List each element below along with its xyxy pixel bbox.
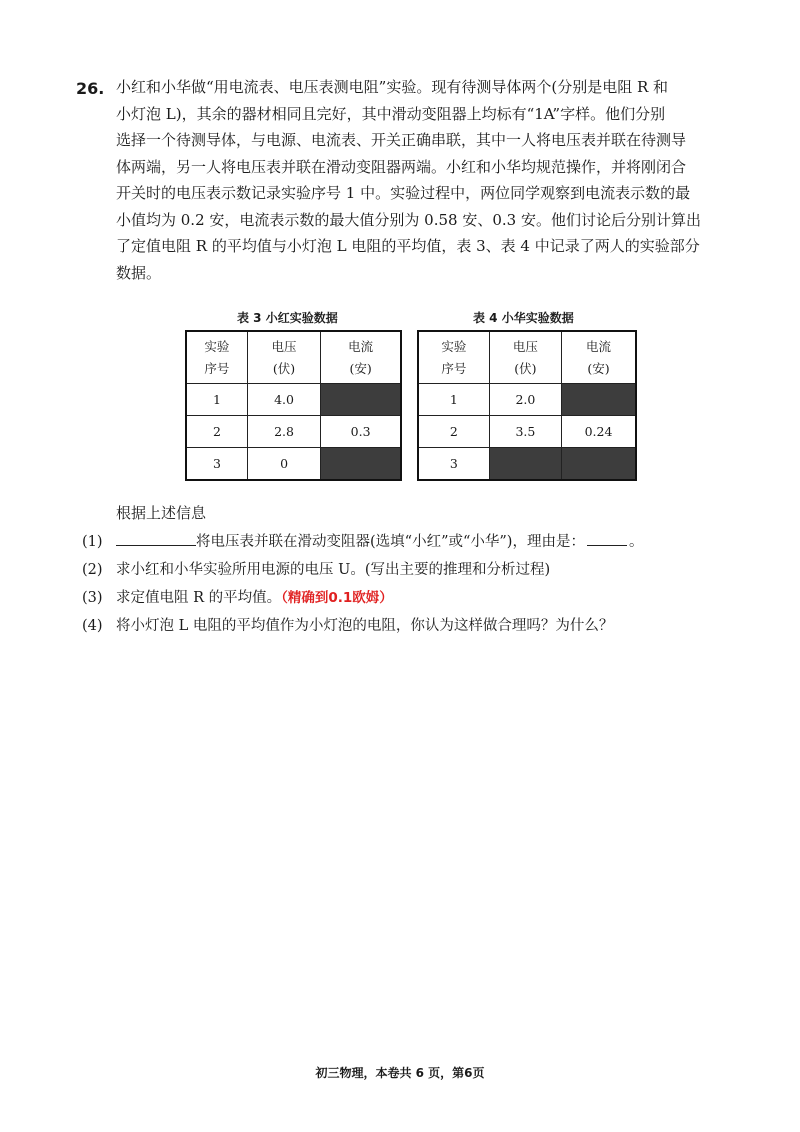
shaded-cell xyxy=(489,448,561,481)
answer-blank[interactable] xyxy=(116,533,196,546)
table-row xyxy=(418,448,636,481)
subquestion-number: (3) xyxy=(82,590,103,606)
question-line: 小值均为 0.2 安，电流表示数的最大值分别为 0.58 安、0.3 安。他们讨论后分别计算出 xyxy=(116,210,701,229)
table3-caption: 表 3 小红实验数据 xyxy=(237,311,338,325)
shaded-cell xyxy=(562,448,636,481)
table3-header-voltage: 电压 (伏) xyxy=(247,331,320,384)
question-line: 小灯泡 L)，其余的器材相同且完好，其中滑动变阻器上均标有“1A”字样。他们分别 xyxy=(116,104,666,123)
question-line: 了定值电阻 R 的平均值与小灯泡 L 电阻的平均值，表 3、表 4 中记录了两人的实验部分 xyxy=(116,237,700,255)
table-row xyxy=(186,416,401,448)
seq-cell: 2 xyxy=(418,416,489,448)
table4-header-seq: 实验 序号 xyxy=(418,331,489,384)
voltage-cell: 4.0 xyxy=(247,384,320,416)
seq-cell: 2 xyxy=(186,416,247,448)
question-line: 小红和小华做“用电流表、电压表测电阻”实验。现有待测导体两个(分别是电阻 R 和 xyxy=(116,78,669,96)
current-cell: 0.3 xyxy=(321,416,401,448)
page-footer: 初三物理，本卷共 6 页，第6页 xyxy=(315,1066,485,1080)
table-row xyxy=(186,384,401,416)
table3 xyxy=(185,330,402,481)
question-line: 选择一个待测导体，与电源、电流表、开关正确串联，其中一人将电压表并联在待测导 xyxy=(116,131,687,149)
question-text xyxy=(116,76,716,288)
lead-text: 根据上述信息 xyxy=(116,504,207,522)
voltage-cell: 2.8 xyxy=(247,416,320,448)
subquestion-number: (1) xyxy=(82,534,103,550)
shaded-cell xyxy=(321,384,401,416)
seq-cell: 3 xyxy=(418,448,489,481)
subquestion-number: (4) xyxy=(82,618,103,634)
shaded-cell xyxy=(321,448,401,481)
table3-header-seq: 实验 序号 xyxy=(186,331,247,384)
subquestion-1: (1) 将电压表并联在滑动变阻器(选填“小红”或“小华”)，理由是： 。 xyxy=(82,534,644,550)
question-line: 体两端，另一人将电压表并联在滑动变阻器两端。小红和小华均规范操作，并将刚闭合 xyxy=(116,157,687,176)
shaded-cell xyxy=(562,384,636,416)
seq-cell: 3 xyxy=(186,448,247,481)
answer-blank[interactable] xyxy=(587,533,627,546)
subquestion-2: (2) 求小红和小华实验所用电源的电压 U。(写出主要的推理和分析过程) xyxy=(82,562,551,578)
voltage-cell: 2.0 xyxy=(489,384,561,416)
seq-cell: 1 xyxy=(418,384,489,416)
table4-header-voltage: 电压 (伏) xyxy=(489,331,561,384)
question-line: 开关时的电压表示数记录实验序号 1 中。实验过程中，两位同学观察到电流表示数的最 xyxy=(116,184,691,202)
current-cell: 0.24 xyxy=(562,416,636,448)
table-row xyxy=(418,384,636,416)
subquestion-3: (3) 求定值电阻 R 的平均值。（精确到0.1欧姆） xyxy=(82,590,393,606)
table4-header-current: 电流 (安) xyxy=(562,331,636,384)
table3-header-current: 电流 (安) xyxy=(321,331,401,384)
voltage-cell: 3.5 xyxy=(489,416,561,448)
table-row xyxy=(186,448,401,481)
table4-caption: 表 4 小华实验数据 xyxy=(473,311,574,325)
table4 xyxy=(417,330,637,481)
subquestion-number: (2) xyxy=(82,562,103,578)
table-row xyxy=(418,416,636,448)
question-number: 26. xyxy=(76,79,105,98)
precision-note: （精确到0.1欧姆） xyxy=(281,590,393,606)
seq-cell: 1 xyxy=(186,384,247,416)
question-line: 数据。 xyxy=(116,263,162,282)
subquestion-4: (4) 将小灯泡 L 电阻的平均值作为小灯泡的电阻，你认为这样做合理吗？为什么？ xyxy=(82,618,614,634)
voltage-cell: 0 xyxy=(247,448,320,481)
